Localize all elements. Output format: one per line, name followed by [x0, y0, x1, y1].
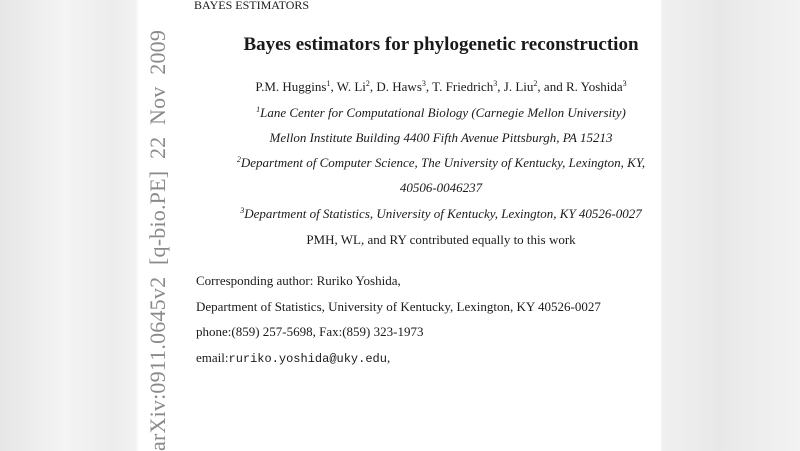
arxiv-stamp: arXiv:0911.0645v2 [q-bio.PE] 22 Nov 2009: [145, 29, 170, 451]
affiliation-1-address: Mellon Institute Building 4400 Fifth Avenue Pittsburgh, PA 15213: [269, 130, 613, 145]
author: W. Li$^2$,: [336, 79, 377, 94]
affiliation-1: $^1$Lane Center for Computational Biology (Carnegie Mellon University): [256, 105, 626, 120]
corresponding-address: Department of Statistics, University of Kentucky, Lexington, KY 40526-0027: [196, 299, 601, 314]
phone-fax: phone:(859) 257-5698, Fax:(859) 323-1973: [196, 324, 424, 339]
author: R. Yoshida$^3$: [565, 79, 627, 94]
corresponding-author: Corresponding author: Ruriko Yoshida,: [196, 273, 401, 288]
author-list: [180, 79, 702, 95]
author: J. Liu$^2$, and: [503, 79, 566, 94]
author: T. Friedrich$^3$,: [432, 79, 504, 94]
author: D. Haws$^3$,: [376, 79, 433, 94]
affiliation-3: $^3$Department of Statistics, University of Kentucky, Lexington, KY 40526-0027: [240, 206, 642, 221]
contribution-note: PMH, WL, and RY contributed equally to this work: [306, 232, 576, 247]
paper-page: [138, 0, 660, 450]
affiliation-2-zip: 40506-0046237: [399, 180, 483, 195]
author: P.M. Huggins$^1$,: [255, 79, 337, 94]
running-head: BAYES ESTIMATORS: [194, 0, 310, 12]
paper-title: Bayes estimators for phylogenetic reconstruction: [243, 34, 639, 55]
affiliation-2: $^2$Department of Computer Science, The University of Kentucky, Lexington, KY,: [236, 155, 646, 170]
email-link[interactable]: ruriko.yoshida@uky.edu: [228, 352, 387, 366]
email-line: email:ruriko.yoshida@uky.edu,: [196, 350, 391, 366]
